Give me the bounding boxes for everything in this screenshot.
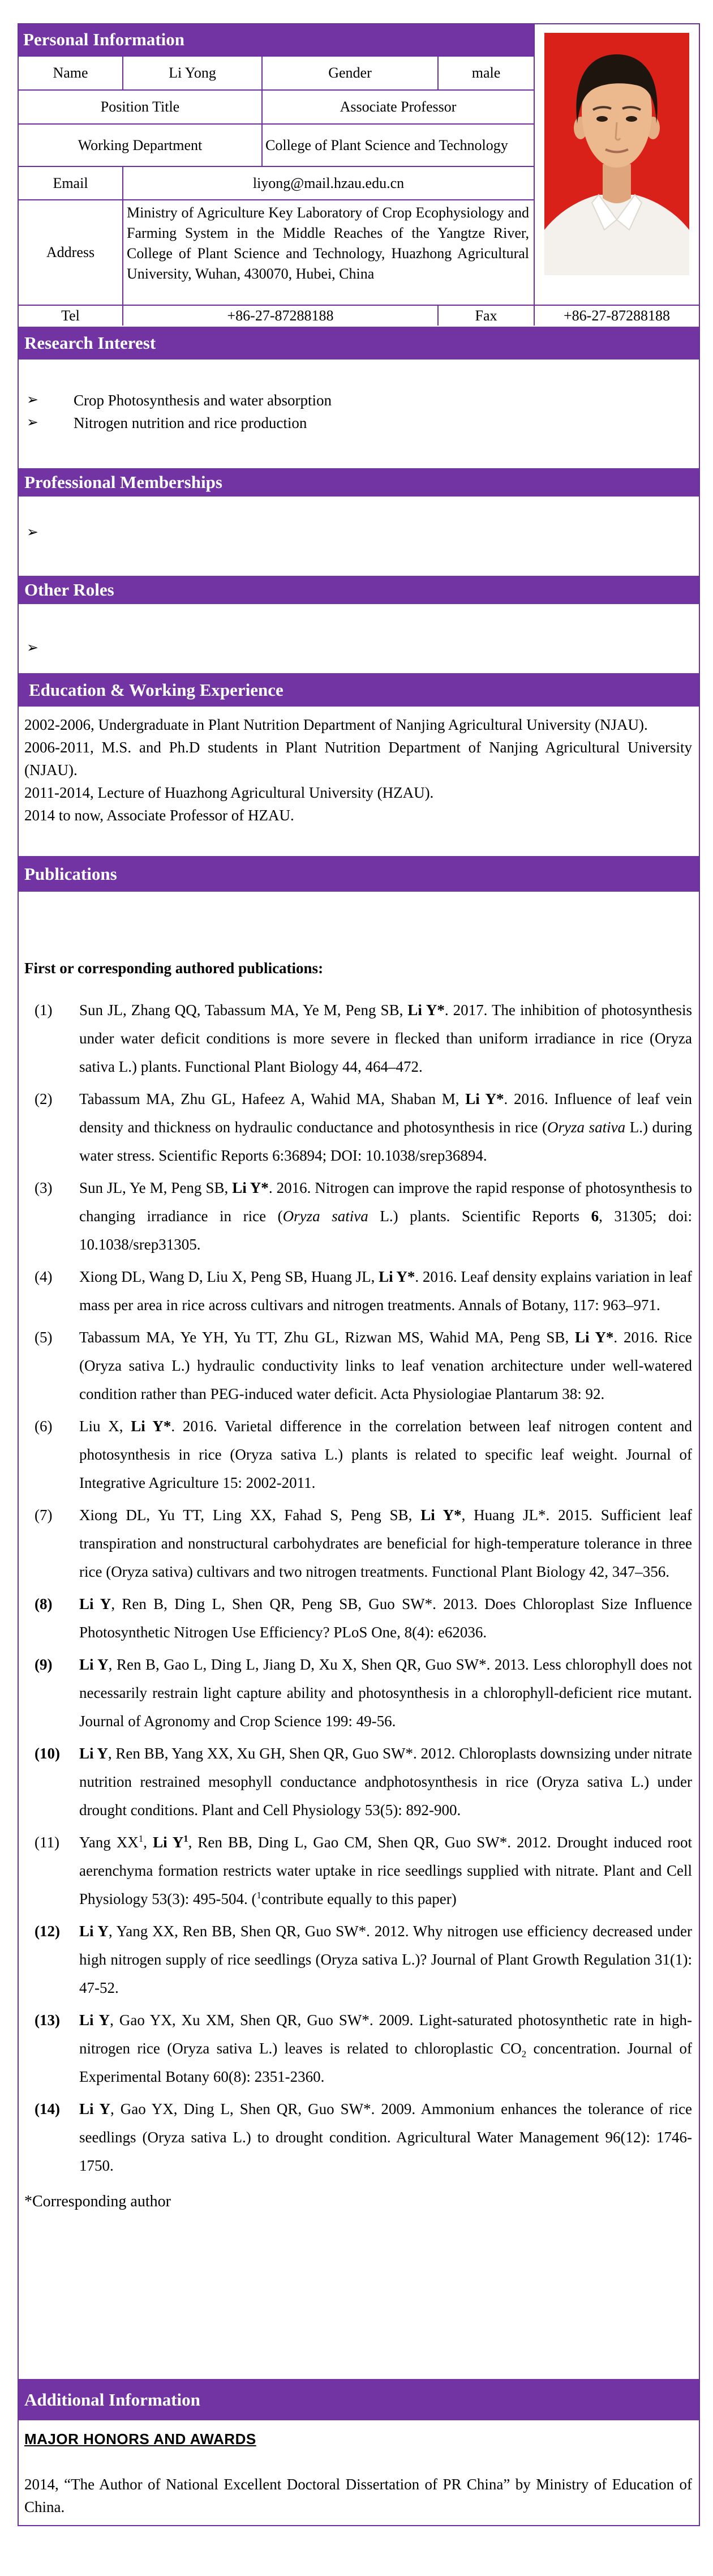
research-interest-header: [19, 326, 699, 361]
publication-number: (9): [35, 1656, 53, 1673]
address-value: Ministry of Agriculture Key Laboratory of Crop Ecophysiology and Farming System in the Middle Reaches of the Yangtze River, College of Plant Science and Technology, Huazhong Agricultural University, Wuhan, 430070, Hubei, China: [123, 200, 534, 305]
gender-label: Gender: [263, 57, 437, 89]
email-value: liyong@mail.hzau.edu.cn: [123, 167, 534, 199]
publication-item-13: [24, 2006, 692, 2091]
publication-item-10: [24, 1739, 692, 1824]
publication-text: Liu X, Li Y*. 2016. Varietal difference in the correlation between leaf nitrogen content and photosynthesis in rice (Oryza sativa L.) plants is related to specific leaf weight. Journal of Integrative Agriculture 15: 2002-2011.: [79, 1418, 692, 1491]
profile-content-box: [18, 23, 700, 2526]
research-interest-title: Research Interest: [24, 333, 156, 353]
professional-memberships-header: [19, 467, 699, 498]
fax-value: +86-27-87288188: [535, 306, 699, 326]
publication-item-7: [24, 1501, 692, 1586]
education-item: 2006-2011, M.S. and Ph.D students in Plant Nutrition Department of Nanjing Agricultural University (NJAU).: [24, 739, 692, 778]
major-honors-text: 2014, “The Author of National Excellent Doctoral Dissertation of PR China” by Ministry of Education of China.: [24, 2476, 692, 2515]
publication-number: (12): [35, 1923, 60, 1940]
publication-number: (8): [35, 1595, 53, 1612]
portrait-photo: [544, 33, 689, 275]
publication-item-4: [24, 1263, 692, 1319]
publications-title: Publications: [24, 863, 117, 884]
arrow-bullet-icon: ➢: [27, 392, 38, 408]
corresponding-author-note: *Corresponding author: [24, 2193, 171, 2210]
professional-memberships-content: [19, 498, 699, 575]
other-roles-header: [19, 575, 699, 605]
fax-label: Fax: [439, 306, 534, 326]
tel-value: +86-27-87288188: [123, 306, 437, 326]
position-title-label: Position Title: [19, 91, 261, 123]
publication-number: (6): [35, 1418, 53, 1435]
publication-item-2: [24, 1085, 692, 1170]
education-item: 2002-2006, Undergraduate in Plant Nutrition Department of Nanjing Agricultural University (NJAU).: [24, 716, 648, 733]
email-label: Email: [19, 167, 122, 199]
research-interest-item-text: Crop Photosynthesis and water absorption: [74, 392, 332, 409]
publication-item-14: [24, 2095, 692, 2180]
publication-text: Li Y, Yang XX, Ren BB, Shen QR, Guo SW*. 2012. Why nitrogen use efficiency decreased under high nitrogen supply of rice seedlings (Oryza sativa L.)? Journal of Plant Growth Regulation 31(1): 47-52.: [79, 1923, 692, 1996]
publication-item-6: [24, 1412, 692, 1497]
publication-number: (13): [35, 2012, 60, 2029]
publication-text: Li Y, Gao YX, Xu XM, Shen QR, Guo SW*. 2009. Light-saturated photosynthetic rate in high-nitrogen rice (Oryza sativa L.) leaves is related to chloroplastic $CO_2$ concentration. Journal of Experimental Botany 60(8): 2351-2360.: [79, 2012, 692, 2085]
gender-value: male: [439, 57, 534, 89]
other-roles-title: Other Roles: [24, 580, 114, 600]
additional-info-header: [19, 2378, 699, 2421]
arrow-bullet-icon: ➢: [27, 415, 38, 430]
publication-text: Tabassum MA, Ye YH, Yu TT, Zhu GL, Rizwan MS, Wahid MA, Peng SB, Li Y*. 2016. Rice (Oryza sativa L.) hydraulic conductivity links to leaf venation architecture under well-watered condition rather than PEG-induced water deficit. Acta Physiologiae Plantarum 38: 92.: [79, 1329, 693, 1402]
publication-text: Tabassum MA, Zhu GL, Hafeez A, Wahid MA, Shaban M, Li Y*. 2016. Influence of leaf vein density and thickness on hydraulic conductance and photosynthesis in rice (Oryza sativa L.) during water stress. Scientific Reports 6:36894; DOI: 10.1038/srep36894.: [79, 1090, 693, 1164]
publication-item-5: [24, 1323, 692, 1408]
publication-text: Li Y, Ren BB, Yang XX, Xu GH, Shen QR, Guo SW*. 2012. Chloroplasts downsizing under nitrate nutrition restrained mesophyll conductance andphotosynthesis in rice (Oryza sativa L.) under drought conditions. Plant and Cell Physiology 53(5): 892-900.: [79, 1745, 692, 1818]
tel-label: Tel: [19, 306, 122, 326]
professional-memberships-item: [19, 521, 699, 544]
publication-number: (11): [35, 1834, 59, 1851]
additional-info-content: [19, 2421, 699, 2525]
other-roles-content: [19, 605, 699, 672]
research-interest-item: [19, 412, 699, 434]
publication-number: (7): [35, 1507, 53, 1524]
publication-item-11: [24, 1828, 692, 1913]
major-honors-subtitle: MAJOR HONORS AND AWARDS: [24, 2430, 256, 2447]
arrow-bullet-icon: ➢: [27, 525, 38, 540]
education-content: [19, 708, 699, 855]
research-interest-item-text: Nitrogen nutrition and rice production: [74, 414, 307, 431]
photo-cell: [535, 24, 699, 305]
publication-text: Yang $XX^1$, Li $Y^1$, Ren BB, Ding L, Gao CM, Shen QR, Guo SW*. 2012. Drought induced root aerenchyma formation restricts water uptake in rice seedlings supplied with nitrate. Plant and Cell Physiology 53(3): 495-504. ($^1$contribute equally to this paper): [79, 1833, 693, 1907]
arrow-bullet-icon: ➢: [27, 640, 38, 656]
publication-item-8: [24, 1590, 692, 1646]
personal-info-table: [19, 24, 699, 326]
name-value: Li Yong: [123, 57, 261, 89]
publications-header: [19, 855, 699, 893]
publication-item-12: [24, 1917, 692, 2002]
publications-content: [19, 893, 699, 2378]
publication-number: (2): [35, 1090, 53, 1107]
publication-text: Li Y, Gao YX, Ding L, Shen QR, Guo SW*. 2009. Ammonium enhances the tolerance of rice seedlings (Oryza sativa L.) to drought condition. Agricultural Water Management 96(12): 1746-1750.: [79, 2100, 692, 2174]
personal-info-header: [19, 24, 534, 55]
publication-number: (1): [35, 1002, 53, 1019]
publication-item-1: [24, 996, 692, 1081]
publication-text: Xiong DL, Yu TT, Ling XX, Fahad S, Peng SB, Li Y*, Huang JL*. 2015. Sufficient leaf transpiration and nonstructural carbohydrates are beneficial for high-temperature tolerance in three rice (Oryza sativa) cultivars and two nitrogen treatments. Functional Plant Biology 42, 347–356.: [79, 1507, 692, 1580]
education-item: 2014 to now, Associate Professor of HZAU.: [24, 807, 294, 824]
publication-number: (4): [35, 1268, 53, 1285]
publication-item-9: [24, 1650, 692, 1735]
additional-info-title: Additional Information: [24, 2389, 200, 2410]
research-interest-item: [19, 389, 699, 412]
publication-number: (10): [35, 1745, 60, 1762]
publication-text: Li Y, Ren B, Ding L, Shen QR, Peng SB, Guo SW*. 2013. Does Chloroplast Size Influence Photosynthetic Nitrogen Use Efficiency? PLoS One, 8(4): e62036.: [79, 1595, 692, 1641]
research-interest-content: [19, 361, 699, 467]
publication-item-3: [24, 1174, 692, 1259]
education-title: Education & Working Experience: [29, 679, 284, 700]
personal-info-title: Personal Information: [23, 29, 185, 50]
publication-text: Li Y, Ren B, Gao L, Ding L, Jiang D, Xu X, Shen QR, Guo SW*. 2013. Less chlorophyll does not necessarily restrain light capture ability and photosynthesis in a chlorophyll-deficient rice mutant. Journal of Agronomy and Crop Science 199: 49-56.: [79, 1656, 692, 1730]
other-roles-item: [19, 637, 699, 660]
publication-number: (5): [35, 1329, 53, 1346]
address-label: Address: [19, 200, 122, 305]
department-value: College of Plant Science and Technology: [263, 125, 534, 166]
publication-number: (14): [35, 2100, 60, 2117]
publication-number: (3): [35, 1179, 53, 1196]
position-title-value: Associate Professor: [263, 91, 534, 123]
professional-memberships-title: Professional Memberships: [24, 472, 222, 492]
publication-text: Xiong DL, Wang D, Liu X, Peng SB, Huang JL, Li Y*. 2016. Leaf density explains variation in leaf mass per area in rice across cultivars and nitrogen treatments. Annals of Botany, 117: 963–971.: [79, 1268, 692, 1313]
publication-text: Sun JL, Ye M, Peng SB, Li Y*. 2016. Nitrogen can improve the rapid response of photosynthesis to changing irradiance in rice (Oryza sativa L.) plants. Scientific Reports 6, 31305; doi: 10.1038/srep31305.: [79, 1179, 693, 1253]
department-label: Working Department: [19, 125, 261, 166]
publication-text: Sun JL, Zhang QQ, Tabassum MA, Ye M, Peng SB, Li Y*. 2017. The inhibition of photosynthesis under water deficit conditions is more severe in flecked than uniform irradiance in rice (Oryza sativa L.) plants. Functional Plant Biology 44, 464–472.: [79, 1002, 692, 1075]
name-label: Name: [19, 57, 122, 89]
education-header: [19, 672, 699, 708]
education-item: 2011-2014, Lecture of Huazhong Agricultural University (HZAU).: [24, 784, 434, 801]
publications-intro: First or corresponding authored publications:: [24, 960, 324, 977]
